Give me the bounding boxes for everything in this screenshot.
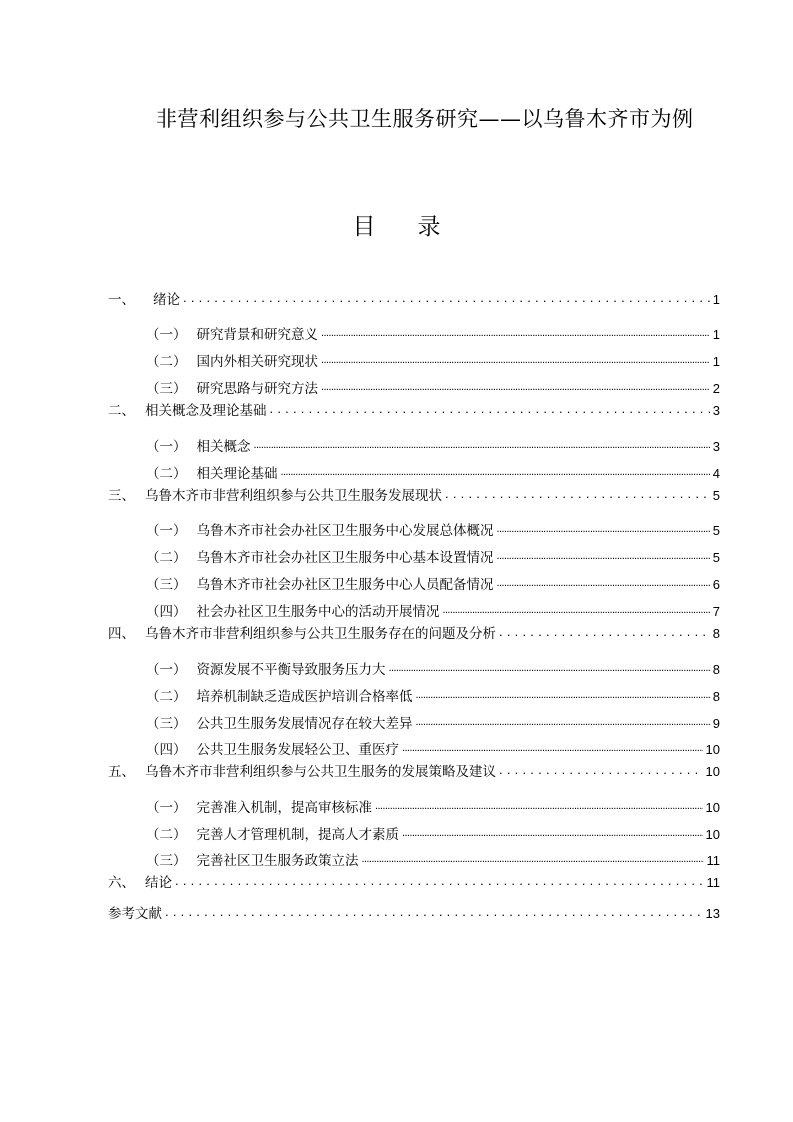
toc-entry-label: 研究背景和研究意义 <box>196 327 318 343</box>
toc-entry-label: 国内外相关研究现状 <box>196 354 318 370</box>
toc-entry-1[interactable] <box>108 287 720 309</box>
dot-leader <box>402 741 703 759</box>
dot-leader <box>443 603 710 621</box>
toc-entry-page: 11 <box>706 875 720 890</box>
toc-entry-4-2[interactable] <box>146 684 720 706</box>
toc-entry-label: 研究思路与研究方法 <box>196 381 318 397</box>
toc-entry-label: 培养机制缺乏造成医护培训合格率低 <box>196 689 413 705</box>
toc-entry-page: 8 <box>712 662 720 677</box>
toc-entry-page: 4 <box>712 466 720 481</box>
toc-entry-page: 10 <box>705 800 720 815</box>
toc-entry-page: 9 <box>712 716 720 731</box>
toc-entry-page: 6 <box>712 577 720 592</box>
toc-entry-3-2[interactable] <box>146 545 720 567</box>
dot-leader <box>499 625 710 643</box>
toc-entry-page: 1 <box>712 354 720 369</box>
toc-entry-page: 10 <box>705 764 720 779</box>
dot-leader <box>499 763 703 781</box>
toc-entry-label: 结论 <box>145 875 172 891</box>
toc-entry-label: 公共卫生服务发展情况存在较大差异 <box>196 716 413 732</box>
toc-entry-page: 5 <box>712 523 720 538</box>
toc-entry-page: 1 <box>712 327 720 342</box>
toc-entry-number: （二） <box>146 689 187 705</box>
toc-entry-label: 绪论 <box>153 292 180 308</box>
toc-entry-label: 相关理论基础 <box>196 466 278 482</box>
dot-leader <box>389 661 710 679</box>
toc-entry-number: 三、 <box>108 488 135 504</box>
toc-entry-4[interactable] <box>108 621 720 643</box>
toc-entry-label: 完善人才管理机制，提高人才素质 <box>196 827 399 843</box>
toc-entry-number: （二） <box>146 827 187 843</box>
toc-heading: 目录 <box>352 214 483 240</box>
toc-entry-label: 乌鲁木齐市非营利组织参与公共卫生服务的发展策略及建议 <box>145 764 496 780</box>
toc-entry-label: 相关概念及理论基础 <box>145 403 267 419</box>
toc-entry-1-3[interactable] <box>146 376 720 398</box>
toc-entry-number: （二） <box>146 466 187 482</box>
dot-leader <box>402 826 703 844</box>
dot-leader <box>175 874 704 892</box>
dot-leader <box>445 487 710 505</box>
toc-entry-4-3[interactable] <box>146 711 720 733</box>
dot-leader <box>416 688 710 706</box>
dot-leader <box>416 715 710 733</box>
toc-entry-page: 8 <box>712 689 720 704</box>
toc-entry-number: （二） <box>146 550 187 566</box>
dot-leader <box>165 905 703 923</box>
toc-entry-number: （一） <box>146 439 187 455</box>
dot-leader <box>321 353 710 371</box>
toc-entry-number: （一） <box>146 523 187 539</box>
toc-entry-number: 四、 <box>108 626 135 642</box>
toc-entry-number: （四） <box>146 604 187 620</box>
toc-entry-2-2[interactable] <box>146 461 720 483</box>
dot-leader <box>183 291 710 309</box>
toc-entry-page: 13 <box>705 906 720 921</box>
toc-entry-3-4[interactable] <box>146 599 720 621</box>
toc-entry-page: 5 <box>712 550 720 565</box>
toc-entry-references[interactable] <box>108 901 720 923</box>
toc-entry-5-1[interactable] <box>146 795 720 817</box>
toc-entry-number: （三） <box>146 853 187 869</box>
toc-entry-label: 相关概念 <box>196 439 251 455</box>
toc-entry-label: 参考文献 <box>108 906 162 922</box>
toc-entry-page: 5 <box>712 488 720 503</box>
toc-entry-2-1[interactable] <box>146 434 720 456</box>
toc-entry-number: （四） <box>146 742 187 758</box>
toc-entry-page: 3 <box>712 403 720 418</box>
toc-entry-6[interactable] <box>108 870 720 892</box>
toc-entry-number: （一） <box>146 800 187 816</box>
toc-entry-number: （三） <box>146 381 187 397</box>
toc-entry-5-3[interactable] <box>146 848 720 870</box>
toc-entry-label: 完善社区卫生服务政策立法 <box>196 853 359 869</box>
toc-entry-1-1[interactable] <box>146 322 720 344</box>
toc-entry-5[interactable] <box>108 759 720 781</box>
toc-entry-number: 六、 <box>108 875 135 891</box>
toc-entry-number: （三） <box>146 716 187 732</box>
toc-entry-label: 完善准入机制，提高审核标准 <box>196 800 372 816</box>
toc-entry-label: 乌鲁木齐市社会办社区卫生服务中心基本设置情况 <box>196 550 494 566</box>
toc-entry-page: 2 <box>712 381 720 396</box>
dot-leader <box>497 522 710 540</box>
toc-entry-label: 乌鲁木齐市社会办社区卫生服务中心发展总体概况 <box>196 523 494 539</box>
dot-leader <box>375 799 703 817</box>
toc-entry-page: 3 <box>712 439 720 454</box>
toc-entry-1-2[interactable] <box>146 349 720 371</box>
toc-entry-number: 五、 <box>108 764 135 780</box>
dot-leader <box>497 576 710 594</box>
toc-entry-page: 10 <box>705 742 720 757</box>
toc-entry-label: 乌鲁木齐市非营利组织参与公共卫生服务存在的问题及分析 <box>145 626 496 642</box>
toc-entry-2[interactable] <box>108 398 720 420</box>
dot-leader <box>321 326 710 344</box>
dot-leader <box>362 852 704 870</box>
toc-entry-number: （一） <box>146 662 187 678</box>
toc-entry-label: 公共卫生服务发展轻公卫、重医疗 <box>196 742 399 758</box>
toc-entry-number: （一） <box>146 327 187 343</box>
document-title: 非营利组织参与公共卫生服务研究——以乌鲁木齐市为例 <box>156 107 694 131</box>
toc-entry-3[interactable] <box>108 483 720 505</box>
toc-entry-number: （三） <box>146 577 187 593</box>
dot-leader <box>254 438 710 456</box>
toc-entry-page: 7 <box>712 604 720 619</box>
toc-entry-3-3[interactable] <box>146 572 720 594</box>
toc-entry-number: 二、 <box>108 403 135 419</box>
toc-entry-label: 乌鲁木齐市非营利组织参与公共卫生服务发展现状 <box>145 488 442 504</box>
toc-entry-number: （二） <box>146 354 187 370</box>
dot-leader <box>281 465 710 483</box>
toc-entry-page: 11 <box>706 853 720 868</box>
toc-entry-number: 一、 <box>108 292 135 308</box>
dot-leader <box>321 380 710 398</box>
toc-entry-label: 乌鲁木齐市社会办社区卫生服务中心人员配备情况 <box>196 577 494 593</box>
toc-entry-4-1[interactable] <box>146 657 720 679</box>
toc-entry-page: 10 <box>705 827 720 842</box>
toc-entry-label: 社会办社区卫生服务中心的活动开展情况 <box>196 604 440 620</box>
dot-leader <box>497 549 710 567</box>
toc-entry-page: 1 <box>712 292 720 307</box>
toc-entry-page: 8 <box>712 626 720 641</box>
toc-entry-label: 资源发展不平衡导致服务压力大 <box>196 662 386 678</box>
toc-entry-4-4[interactable] <box>146 737 720 759</box>
toc-entry-3-1[interactable] <box>146 518 720 540</box>
dot-leader <box>270 402 710 420</box>
toc-entry-5-2[interactable] <box>146 822 720 844</box>
